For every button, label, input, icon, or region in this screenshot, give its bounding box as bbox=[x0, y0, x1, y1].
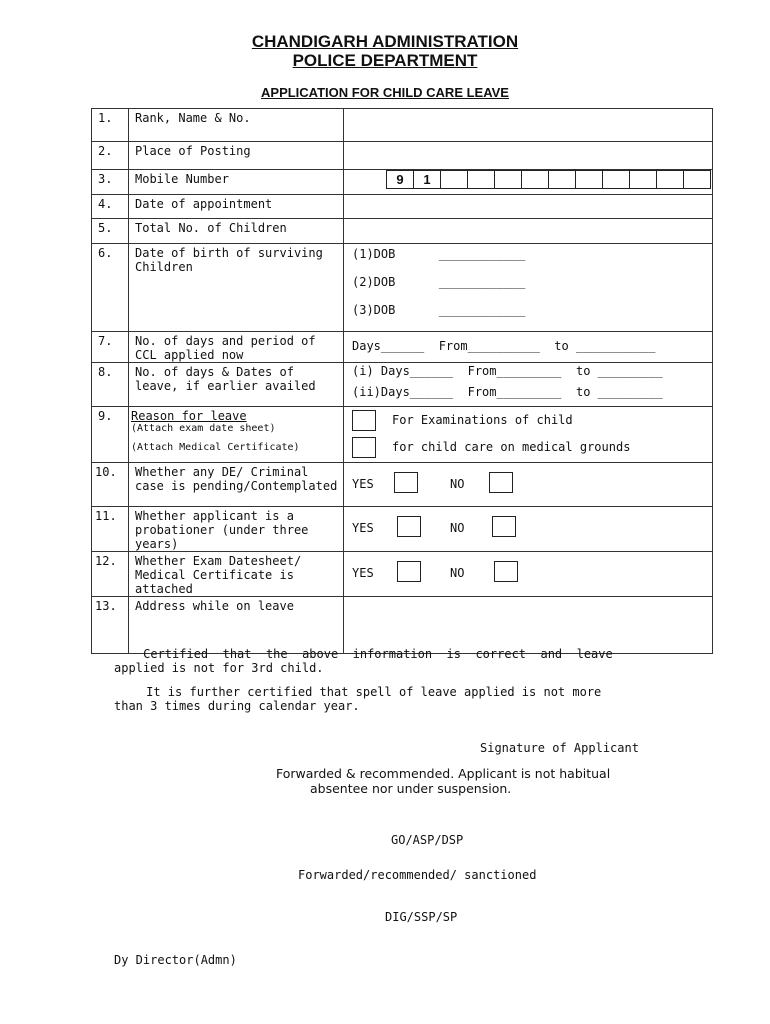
row-number: 13. bbox=[92, 597, 129, 654]
mobile-digit[interactable] bbox=[576, 171, 603, 188]
mobile-digit[interactable] bbox=[603, 171, 630, 188]
row-number: 4. bbox=[92, 195, 129, 219]
no-label: NO bbox=[450, 566, 465, 580]
row-label: Place of Posting bbox=[129, 142, 344, 170]
row-label: Rank, Name & No. bbox=[129, 109, 344, 142]
row-number: 1. bbox=[92, 109, 129, 142]
no-checkbox[interactable] bbox=[492, 516, 516, 537]
medical-option-label: for child care on medical grounds bbox=[392, 440, 631, 454]
table-row bbox=[92, 244, 713, 332]
row-label: Mobile Number bbox=[129, 170, 344, 195]
exam-checkbox[interactable] bbox=[352, 410, 376, 431]
row-number: 7. bbox=[92, 332, 129, 363]
mobile-digit[interactable] bbox=[630, 171, 657, 188]
no-label: NO bbox=[450, 521, 465, 535]
table-row bbox=[92, 109, 713, 142]
row-label: No. of days and period of CCL applied now bbox=[129, 332, 344, 363]
yes-label: YES bbox=[352, 477, 374, 491]
go-asp-dsp-label: GO/ASP/DSP bbox=[391, 833, 464, 847]
row-number: 6. bbox=[92, 244, 129, 332]
row-number: 2. bbox=[92, 142, 129, 170]
certification-line-2: applied is not for 3rd child. bbox=[114, 661, 324, 675]
probationer-field bbox=[344, 507, 713, 552]
de-case-field bbox=[344, 463, 713, 507]
mobile-digit[interactable]: 1 bbox=[414, 171, 441, 188]
exam-option-label: For Examinations of child bbox=[392, 413, 573, 427]
row-number: 11. bbox=[92, 507, 129, 552]
certification-line-1: Certified that the above information is correct and leave bbox=[107, 647, 613, 661]
department-title: POLICE DEPARTMENT bbox=[292, 51, 478, 70]
row-number: 9. bbox=[92, 407, 129, 463]
yes-checkbox[interactable] bbox=[397, 516, 421, 537]
mobile-digit[interactable] bbox=[495, 171, 522, 188]
table-row bbox=[92, 363, 713, 407]
reason-label: Reason for leave bbox=[131, 409, 247, 423]
rank-name-field[interactable] bbox=[344, 109, 713, 142]
children-count-field[interactable] bbox=[344, 219, 713, 244]
medical-checkbox[interactable] bbox=[352, 437, 376, 458]
dob-line-3[interactable]: (3)DOB ____________ bbox=[352, 303, 526, 317]
row-label: Whether Exam Datesheet/ Medical Certificate is attached bbox=[129, 552, 344, 597]
dob-line-2[interactable]: (2)DOB ____________ bbox=[352, 275, 526, 289]
row-label: Whether any DE/ Criminal case is pending/Contemplated bbox=[129, 463, 344, 507]
form-title: APPLICATION FOR CHILD CARE LEAVE bbox=[261, 85, 509, 100]
row-number: 3. bbox=[92, 170, 129, 195]
forwarding-remark-line-1: Forwarded & recommended. Applicant is not habitual bbox=[276, 766, 611, 781]
table-row bbox=[92, 552, 713, 597]
yes-checkbox[interactable] bbox=[394, 472, 418, 493]
row-label: Address while on leave bbox=[129, 597, 344, 654]
row-label bbox=[129, 407, 344, 463]
certification-line-4: than 3 times during calendar year. bbox=[114, 699, 360, 713]
earlier-leave-field[interactable] bbox=[344, 363, 713, 407]
yes-label: YES bbox=[352, 566, 374, 580]
dob-line-1[interactable]: (1)DOB ____________ bbox=[352, 247, 526, 261]
application-table bbox=[91, 108, 713, 654]
mobile-field[interactable] bbox=[344, 170, 713, 195]
table-row bbox=[92, 195, 713, 219]
yes-label: YES bbox=[352, 521, 374, 535]
no-checkbox[interactable] bbox=[494, 561, 518, 582]
row-label: No. of days & Dates of leave, if earlier availed bbox=[129, 363, 344, 407]
table-row bbox=[92, 407, 713, 463]
dob-field[interactable] bbox=[344, 244, 713, 332]
row-number: 8. bbox=[92, 363, 129, 407]
datesheet-attached-field bbox=[344, 552, 713, 597]
reason-field bbox=[344, 407, 713, 463]
applicant-signature-label: Signature of Applicant bbox=[480, 741, 639, 755]
table-row bbox=[92, 463, 713, 507]
appointment-date-field[interactable] bbox=[344, 195, 713, 219]
ccl-period-field[interactable] bbox=[344, 332, 713, 363]
earlier-leave-line-1[interactable]: (i) Days______ From_________ to _________ bbox=[352, 364, 663, 378]
mobile-digit-boxes[interactable] bbox=[386, 170, 711, 189]
row-label: Date of appointment bbox=[129, 195, 344, 219]
dig-ssp-sp-label: DIG/SSP/SP bbox=[385, 910, 458, 924]
mobile-digit[interactable] bbox=[522, 171, 549, 188]
forwarding-remark-line-2: absentee nor under suspension. bbox=[310, 781, 512, 796]
org-title: CHANDIGARH ADMINISTRATION bbox=[251, 32, 519, 51]
table-row bbox=[92, 142, 713, 170]
row-number: 5. bbox=[92, 219, 129, 244]
row-label: Whether applicant is a probationer (under three years) bbox=[129, 507, 344, 552]
table-row bbox=[92, 597, 713, 654]
mobile-digit[interactable] bbox=[549, 171, 576, 188]
mobile-digit[interactable] bbox=[468, 171, 495, 188]
address-field[interactable] bbox=[344, 597, 713, 654]
row-number: 12. bbox=[92, 552, 129, 597]
table-row bbox=[92, 170, 713, 195]
mobile-digit[interactable] bbox=[684, 171, 710, 188]
table-row bbox=[92, 332, 713, 363]
row-number: 10. bbox=[92, 463, 129, 507]
row-label: Total No. of Children bbox=[129, 219, 344, 244]
row-label: Date of birth of surviving Children bbox=[129, 244, 344, 332]
mobile-digit[interactable] bbox=[441, 171, 468, 188]
sanction-remark: Forwarded/recommended/ sanctioned bbox=[298, 868, 537, 882]
dy-director-label: Dy Director(Admn) bbox=[114, 953, 237, 967]
mobile-digit[interactable]: 9 bbox=[387, 171, 414, 188]
certification-line-3: It is further certified that spell of leave applied is not more bbox=[110, 685, 602, 699]
reason-note-1: (Attach exam date sheet) bbox=[131, 423, 276, 434]
table-row bbox=[92, 507, 713, 552]
ccl-period-line[interactable]: Days______ From__________ to ___________ bbox=[352, 339, 656, 353]
yes-checkbox[interactable] bbox=[397, 561, 421, 582]
no-checkbox[interactable] bbox=[489, 472, 513, 493]
reason-note-2: (Attach Medical Certificate) bbox=[131, 442, 300, 453]
earlier-leave-line-2[interactable]: (ii)Days______ From_________ to _________ bbox=[352, 385, 663, 399]
no-label: NO bbox=[450, 477, 465, 491]
posting-field[interactable] bbox=[344, 142, 713, 170]
mobile-digit[interactable] bbox=[657, 171, 684, 188]
table-row bbox=[92, 219, 713, 244]
